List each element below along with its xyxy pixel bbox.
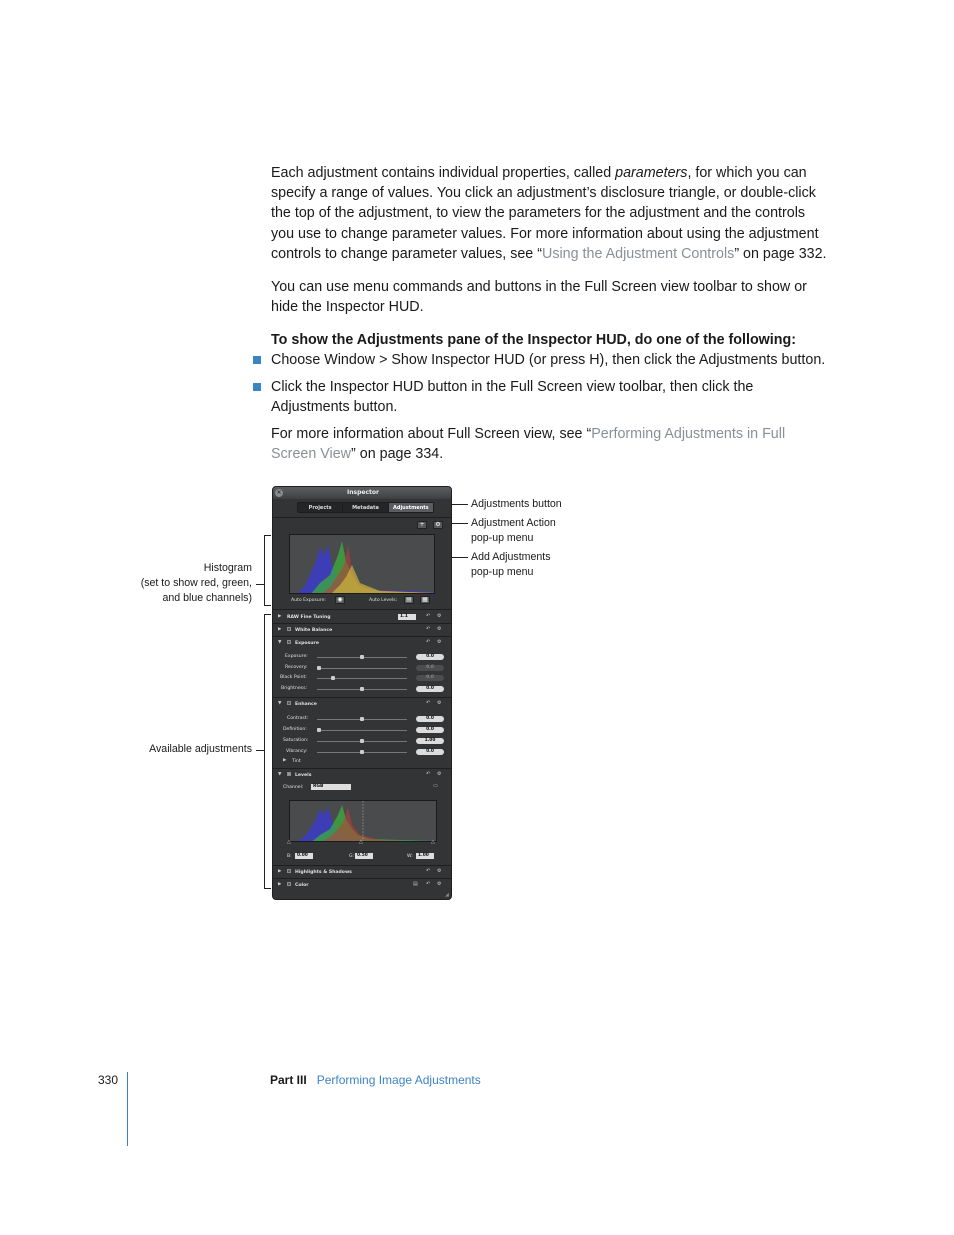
auto-levels-label: Auto Levels: [369, 598, 398, 603]
contrast-value[interactable]: 0.0 [416, 716, 444, 722]
callout-add-menu [471, 550, 551, 580]
gray-value[interactable]: 0.50 [355, 853, 373, 859]
slider-knob[interactable] [317, 666, 321, 670]
levels-options-icon[interactable]: ▭ [433, 783, 438, 789]
adjustment-action-button[interactable] [433, 521, 443, 529]
slider-knob[interactable] [360, 655, 364, 659]
reset-icon[interactable]: ↶ [426, 771, 431, 777]
reset-icon[interactable]: ↶ [426, 639, 431, 645]
inspector-hud [272, 486, 452, 900]
levels-title[interactable]: Levels [295, 773, 312, 778]
tab-projects[interactable]: Projects [298, 503, 343, 512]
divider [273, 768, 452, 769]
disclosure-triangle-icon[interactable]: ▶ [278, 869, 282, 874]
white-balance-title[interactable]: White Balance [295, 628, 333, 633]
param-label: Contrast: [287, 716, 309, 721]
callout-line: and blue channels) [162, 592, 252, 604]
white-point-handle-icon[interactable]: △ [431, 839, 435, 845]
exposure-slider[interactable] [317, 657, 407, 658]
disclosure-triangle-icon[interactable]: ▼ [278, 640, 282, 645]
plus-icon: + [419, 521, 425, 528]
gear-icon: ⚙ [435, 521, 441, 528]
text-run: For more information about Full Screen view, see “ [271, 426, 592, 442]
raw-version-popup[interactable]: 1.1 [398, 614, 416, 620]
highlights-shadows-title[interactable]: Highlights & Shadows [295, 870, 352, 875]
reset-icon[interactable]: ↶ [426, 881, 431, 887]
black-value[interactable]: 0.00 [295, 853, 313, 859]
disclosure-triangle-icon[interactable]: ▼ [278, 772, 282, 777]
slider-knob[interactable] [360, 717, 364, 721]
hud-title: Inspector [347, 489, 379, 496]
reset-icon[interactable]: ↶ [426, 868, 431, 874]
slider-knob[interactable] [317, 728, 321, 732]
bracket-line [264, 614, 265, 889]
black-point-handle-icon[interactable]: △ [287, 839, 291, 845]
text-run: ” on page 332. [734, 245, 827, 262]
white-value[interactable]: 1.00 [416, 853, 434, 859]
text-run: , for which you can specify a range of values. You click an adjustment’s disclosure triangle, or double-click the top of the adjustment, to view the parameters for the adjustment and the controls you use to change parameter values. For more information about using the adjustment controls to change parameter values, see “ [271, 165, 819, 262]
color-title[interactable]: Color [295, 883, 309, 888]
footer-part [270, 1073, 481, 1087]
link-adjustment-controls[interactable]: Using the Adjustment Controls [542, 245, 735, 262]
slider-knob[interactable] [360, 687, 364, 691]
bracket-line [264, 614, 271, 615]
exposure-value[interactable]: 0.0 [416, 654, 444, 660]
channel-popup[interactable]: RGB [311, 784, 351, 790]
black-label: B: [287, 854, 292, 859]
param-label: Black Point: [280, 675, 307, 680]
reset-icon[interactable]: ↶ [426, 626, 431, 632]
part-label: Part III [270, 1073, 307, 1087]
task-heading: To show the Adjustments pane of the Inspector HUD, do one of the following: [271, 332, 796, 348]
tab-adjustments[interactable]: Adjustments [389, 503, 433, 512]
callout-line: Histogram [203, 562, 252, 574]
definition-slider[interactable] [317, 730, 407, 731]
inspector-tabs [297, 502, 434, 513]
leader-line [256, 584, 264, 585]
levels-checkbox[interactable] [287, 772, 291, 776]
gear-icon[interactable]: ⚙ [437, 639, 442, 645]
enhance-checkbox[interactable] [287, 701, 291, 705]
bullet-item-2: Click the Inspector HUD button in the Full Screen view toolbar, then click the Adjustments button. [271, 379, 754, 416]
white-balance-checkbox[interactable] [287, 627, 291, 631]
histogram [289, 534, 435, 594]
part-title: Performing Image Adjustments [316, 1073, 481, 1087]
channel-label: Channel: [283, 785, 304, 790]
gear-icon[interactable]: ⚙ [437, 881, 442, 887]
vibrancy-value[interactable]: 0.0 [416, 749, 444, 755]
callout-action-menu [471, 516, 556, 546]
slider-knob[interactable] [331, 676, 335, 680]
bracket-line [264, 535, 265, 606]
gear-icon[interactable]: ⚙ [437, 626, 442, 632]
page-number: 330 [98, 1073, 119, 1087]
gray-point-handle-icon[interactable]: △ [359, 839, 363, 845]
divider [273, 865, 452, 866]
param-label: Exposure: [285, 654, 308, 659]
text-run: Each adjustment contains individual properties, called [271, 165, 616, 181]
disclosure-triangle-icon[interactable]: ▶ [278, 627, 282, 632]
disclosure-triangle-icon[interactable]: ▶ [278, 614, 282, 619]
param-label: Definition: [283, 727, 307, 732]
footer-rule [127, 1072, 128, 1146]
hud-title-bar [273, 487, 452, 499]
callout-line: pop-up menu [471, 532, 534, 544]
recovery-value[interactable]: 0.0 [416, 665, 444, 671]
black-point-value[interactable]: 0.0 [416, 675, 444, 681]
callout-line: (set to show red, green, [140, 577, 252, 589]
callout-available-adjustments: Available adjustments [149, 743, 252, 755]
reset-icon[interactable]: ↶ [426, 613, 431, 619]
resize-grip-icon[interactable]: ◢ [445, 892, 449, 898]
brightness-value[interactable]: 0.0 [416, 686, 444, 692]
highlights-shadows-checkbox[interactable] [287, 869, 291, 873]
slider-knob[interactable] [360, 739, 364, 743]
bullet-marker [253, 383, 261, 391]
tab-metadata[interactable]: Metadata [343, 503, 388, 512]
callout-line: Add Adjustments [471, 551, 551, 563]
levels-histogram-graph [290, 801, 437, 842]
exposure-checkbox[interactable] [287, 640, 291, 644]
callout-line: Adjustment Action [471, 517, 556, 529]
auto-levels-rgb-button[interactable] [420, 596, 430, 604]
disclosure-triangle-icon[interactable]: ▼ [278, 701, 282, 706]
vibrancy-slider[interactable] [317, 752, 407, 753]
callout-histogram [120, 561, 252, 606]
link-full-screen-view[interactable]: Performing Adjustments in Full Screen View [271, 426, 786, 463]
reset-icon[interactable]: ↶ [426, 700, 431, 706]
param-label: Brightness: [281, 686, 308, 691]
bracket-line [264, 605, 271, 606]
white-label: W: [407, 854, 413, 859]
auto-levels-luminance-button[interactable] [404, 596, 414, 604]
paragraph-toolbar: You can use menu commands and buttons in the Full Screen view toolbar to show or hide the Inspector HUD. [271, 279, 807, 316]
color-checkbox[interactable] [287, 882, 291, 886]
divider [273, 636, 452, 637]
gear-icon[interactable]: ⚙ [437, 868, 442, 874]
divider [273, 623, 452, 624]
disclosure-triangle-icon[interactable]: ▶ [283, 758, 287, 763]
raw-fine-tuning-title[interactable]: RAW Fine Tuning [287, 615, 331, 620]
divider [273, 517, 452, 518]
italic-term: parameters [615, 165, 688, 181]
bracket-line [264, 535, 271, 536]
slider-knob[interactable] [360, 750, 364, 754]
disclosure-triangle-icon[interactable]: ▶ [278, 882, 282, 887]
auto-exposure-label: Auto Exposure: [291, 598, 326, 603]
callout-adjustments-button: Adjustments button [471, 498, 562, 510]
paragraph-full-screen [271, 424, 801, 464]
leader-line [256, 750, 264, 751]
saturation-value[interactable]: 1.00 [416, 738, 444, 744]
text-run: ” on page 334. [351, 446, 444, 463]
gray-label: G: [349, 854, 355, 859]
contrast-slider[interactable] [317, 719, 407, 720]
exposure-title[interactable]: Exposure [295, 641, 319, 646]
callout-line: pop-up menu [471, 566, 534, 578]
definition-value[interactable]: 0.0 [416, 727, 444, 733]
levels-histogram [289, 800, 437, 842]
param-label: Saturation: [283, 738, 309, 743]
histogram-graph [290, 535, 435, 594]
close-icon[interactable]: × [276, 489, 282, 496]
divider [273, 697, 452, 698]
black-point-slider[interactable] [317, 678, 407, 679]
brightness-slider[interactable] [317, 689, 407, 690]
divider [273, 609, 452, 610]
param-label: Recovery: [285, 665, 308, 670]
bullet-marker [253, 356, 261, 364]
add-adjustments-button[interactable] [417, 521, 427, 529]
tint-label[interactable]: Tint [292, 759, 301, 764]
color-options-icon[interactable]: ▤ [413, 881, 418, 887]
paragraph-parameters [271, 163, 831, 264]
bullet-item-1: Choose Window > Show Inspector HUD (or press H), then click the Adjustments button. [271, 352, 826, 368]
auto-exposure-icon: ◉ [337, 596, 343, 603]
gear-icon[interactable]: ⚙ [437, 613, 442, 619]
bracket-line [264, 888, 271, 889]
enhance-title[interactable]: Enhance [295, 702, 317, 707]
recovery-slider[interactable] [317, 668, 407, 669]
param-label: Vibrancy: [286, 749, 308, 754]
levels-icon: ▤ [406, 596, 412, 603]
saturation-slider[interactable] [317, 741, 407, 742]
auto-exposure-button[interactable] [335, 596, 345, 604]
gear-icon[interactable]: ⚙ [437, 771, 442, 777]
divider [273, 878, 452, 879]
rgb-levels-icon: ▦ [422, 596, 428, 603]
gear-icon[interactable]: ⚙ [437, 700, 442, 706]
